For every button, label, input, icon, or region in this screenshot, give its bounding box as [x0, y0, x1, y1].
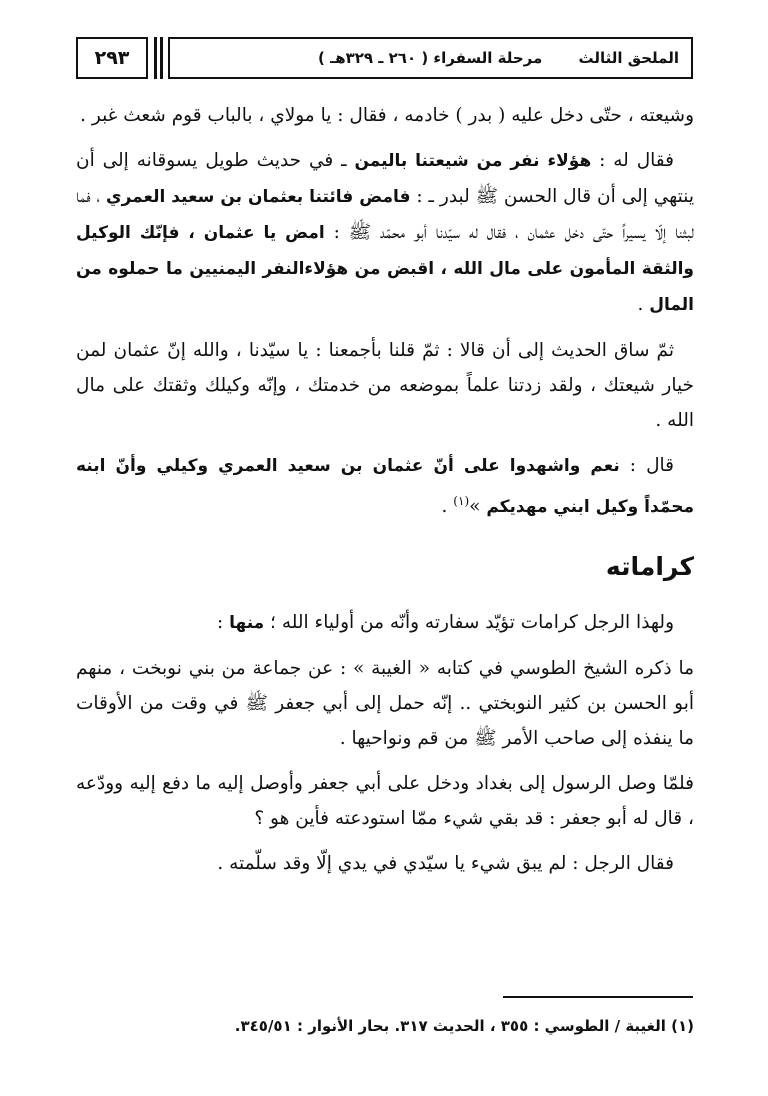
chapter-subtitle: مرحلة السفراء ( ٢٦٠ ـ ٣٢٩هـ ) — [318, 49, 543, 67]
paragraph: فلمّا وصل الرسول إلى بغداد ودخل على أبي جعفر وأوصل إليه ما دفع إليه وودّعه ، قال له أبو جعفر : قد بقي شيء ممّا استودعته فأين هو ؟ — [76, 773, 694, 830]
paragraph: ولهذا الرجل كرامات تؤيّد سفارته وأنّه من أولياء الله ؛ منها : — [216, 612, 674, 634]
footnote-marker: (١) — [453, 494, 470, 508]
section-heading: كراماته — [605, 552, 694, 582]
footnote-divider — [503, 996, 693, 998]
quote-bold: فامض فائتنا بعثمان بن سعيد العمري — [106, 187, 411, 207]
paragraph: ما ذكره الشيخ الطوسي في كتابه « الغيبة » : عن جماعة من بني نوبخت ، منهم أبو الحسن بن كثير النوبختي .. إنّه حمل إلى أبي جعفر ﷺ في وقت من الأوقات ما ينفذه إلى صاحب الأمر ﷺ من قم ونواحيها . — [76, 658, 694, 750]
header-divider — [160, 37, 163, 79]
page-header — [76, 37, 693, 79]
paragraph: ثمّ ساق الحديث إلى أن قالا : ثمّ قلنا بأجمعنا : يا سيّدنا ، والله إنّ عثمان لمن خيار شيعتك ، ولقد زدتنا علماً بموضعه من خدمتك ، وإنّه وكيلك وثقتك على مال الله . — [76, 340, 694, 431]
paragraph: قال : نعم واشهدوا على أنّ عثمان بن سعيد العمري وكيلي وأنّ ابنه محمّداً وكيل ابني مهديكم »$^{(١)}$ . — [76, 455, 694, 518]
paragraph: وشيعته ، حتّى دخل عليه ( بدر ) خادمه ، فقال : يا مولاي ، بالباب قوم شعث غبر . — [80, 105, 694, 126]
quote-bold: منها — [229, 613, 265, 634]
section-title: الملحق الثالث — [578, 49, 679, 67]
page-number: ٢٩٣ — [76, 37, 148, 79]
header-divider — [154, 37, 157, 79]
quote-bold: هؤلاء نفر من شيعتنا باليمن — [354, 151, 592, 171]
footnote: (١) الغيبة / الطوسي : ٣٥٥ ، الحديث ٣١٧. بحار الأنوار : ٣٤٥/٥١. — [234, 1017, 694, 1035]
quote-bold: امض يا عثمان ، فإنّك الوكيل والثقة المأمون على مال الله ، اقبض من هؤلاءالنفر اليمنيين ما حملوه من المال — [76, 223, 694, 315]
paragraph: فقال الرجل : لم يبق شيء يا سيّدي في يدي إلّا وقد سلّمته . — [217, 853, 674, 875]
quote-bold: نعم واشهدوا على أنّ عثمان بن سعيد العمري وكيلي وأنّ ابنه محمّداً وكيل ابني مهديكم — [76, 456, 694, 518]
running-title — [168, 37, 693, 79]
page-body — [76, 98, 694, 891]
paragraph: فقال له : هؤلاء نفر من شيعتنا باليمن ـ في حديث طويل يسوقانه إلى أن ينتهي إلى أن قال الحسن ﷺ لبدر ـ : فامض فائتنا بعثمان بن سعيد العمري ، فما لبثنا إلّا يسيراً حتّى دخل عثمان ، فقال له سيّدنا أبو محمّد ﷺ : امض يا عثمان ، فإنّك الوكيل والثقة المأمون على مال الله ، اقبض من هؤلاءالنفر اليمنيين ما حملوه من المال . — [76, 150, 694, 315]
